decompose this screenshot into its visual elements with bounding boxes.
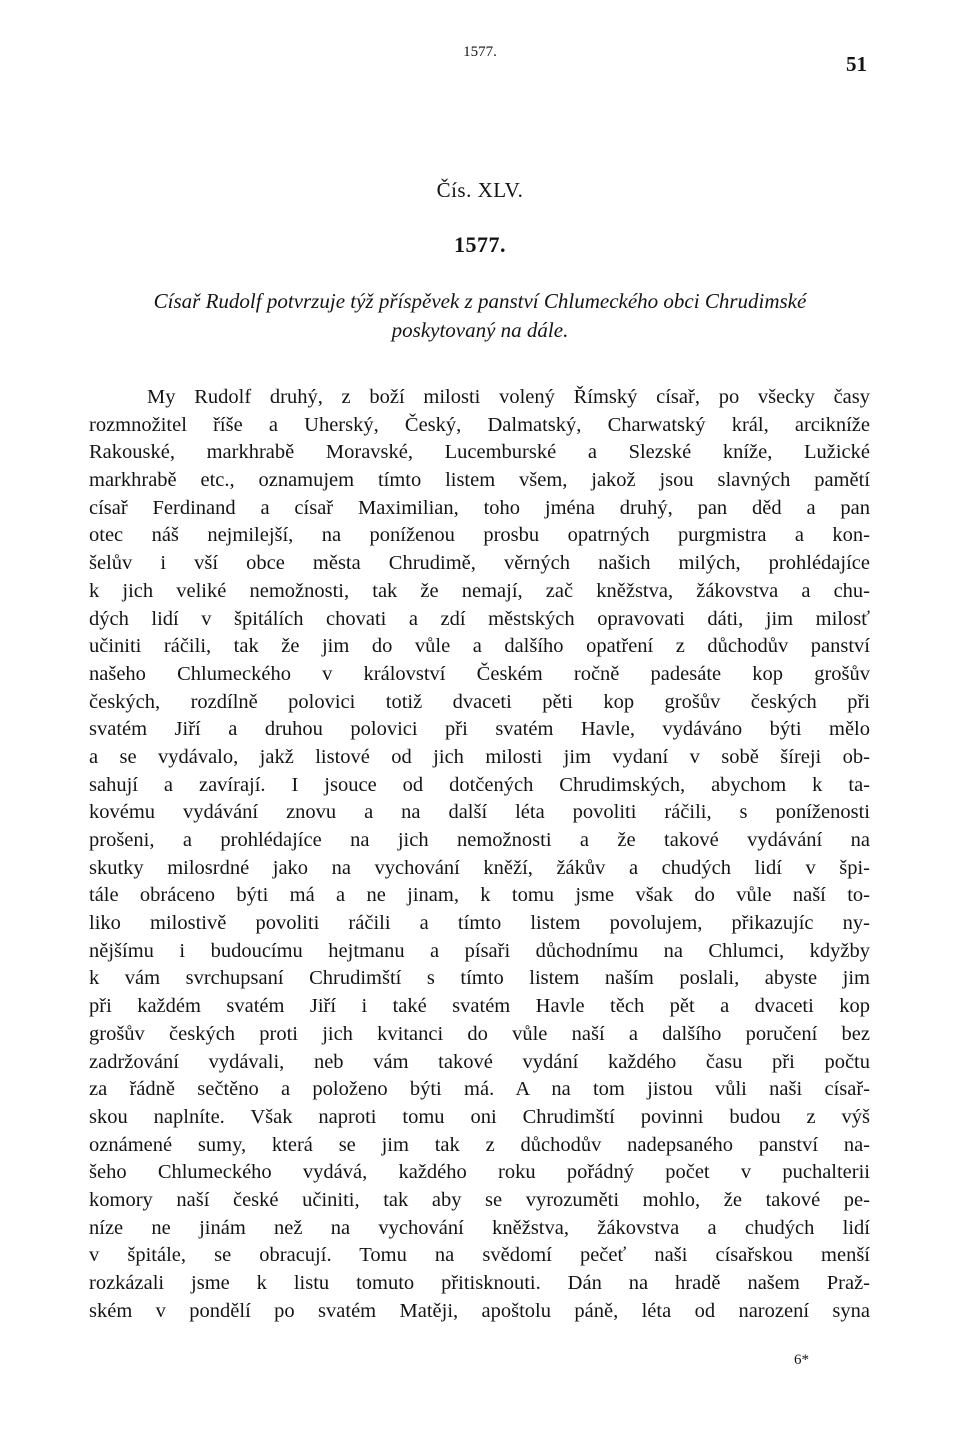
text-line: k jich veliké nemožnosti, tak že nemají, zač kněžstva, žákovstva a chu-: [89, 579, 870, 602]
signature-mark: 6*: [794, 1352, 809, 1368]
text-line: při každém svatém Jiří i také svatém Havle těch pět a dvaceti kop: [89, 995, 870, 1018]
text-line: rozmnožitel říše a Uherský, Český, Dalmatský, Charwatský král, arcikníže: [89, 413, 870, 436]
document-number: Čís. XLV.: [436, 178, 524, 202]
text-line: učiniti ráčili, tak že jim do vůle a dalšího opatření z důchodův panství: [89, 635, 870, 658]
text-line: níze ne jinám než na vychování kněžstva, žákovstva a chudých lidí: [89, 1216, 870, 1239]
text-line: kovému vydávání znovu a na další léta povoliti ráčili, s poníženosti: [89, 801, 870, 824]
text-line: prošeni, a prohlédajíce na jich nemožnosti a že takové vydávání na: [89, 829, 870, 851]
regest-line: Císař Rudolf potvrzuje týž příspěvek z panství Chlumeckého obci Chrudimské: [153, 289, 807, 313]
text-line: za řádně sečtěno a položeno býti má. A na tom jistou vůli naši císař-: [89, 1078, 870, 1101]
text-line: skutky milosrdné jako na vychování kněží, žákův a chudých lidí v špi-: [89, 856, 870, 879]
text-line: zadržování vydávali, neb vám takové vydání každého času při počtu: [89, 1050, 870, 1073]
text-line: šelův i vší obce města Chrudimě, věrných našich milých, prohlédajíce: [89, 552, 870, 575]
text-line: k vám svrchupsaní Chrudimští s tímto listem naším poslali, abyste jim: [89, 967, 870, 990]
regest-line: poskytovaný na dále.: [391, 318, 569, 342]
text-line: císař Ferdinand a císař Maximilian, toho jména druhý, pan děd a pan: [89, 496, 870, 519]
text-line: My Rudolf druhý, z boží milosti volený Římský císař, po všecky časy: [147, 386, 870, 408]
text-line: liko milostivě povoliti ráčili a tímto listem povolujem, přikazujíc ny-: [89, 912, 870, 935]
running-year: 1577.: [463, 44, 497, 60]
text-line: našeho Chlumeckého v království Českém ročně padesáte kop grošův: [89, 662, 870, 685]
text-line: oznámené sumy, která se jim tak z důchodův nadepsaného panství na-: [89, 1133, 870, 1156]
text-line: sahují a zavírají. I jsouce od dotčených Chrudimských, abychom k ta-: [89, 773, 870, 796]
text-line: otec náš nejmilejší, na poníženou prosbu opatrných purgmistra a kon-: [89, 524, 870, 547]
text-line: a se vydávalo, jakž listové od jich milosti jim vydaní v sobě šíreji ob-: [89, 745, 870, 768]
page-number: 51: [846, 52, 867, 76]
text-line: rozkázali jsme k listu tomuto přitisknouti. Dán na hradě našem Praž-: [89, 1272, 870, 1294]
text-line: komory naší české učiniti, tak aby se vyrozuměti mohlo, že takové pe-: [89, 1188, 870, 1211]
text-line: grošův českých proti jich kvitanci do vůle naší a dalšího poručení bez: [89, 1022, 870, 1045]
document-year: 1577.: [454, 232, 506, 257]
text-line: Rakouské, markhrabě Moravské, Lucemburské a Slezské kníže, Lužické: [89, 441, 870, 464]
document-body: [89, 384, 870, 1325]
text-line: nějšímu i budoucímu hejtmanu a písaři důchodnímu na Chlumci, kdyžby: [89, 939, 870, 962]
text-line: dých lidí v špitálích chovati a zdí městských opravovati dáti, jim milosť: [89, 607, 870, 630]
text-line: tále obráceno býti má a ne jinam, k tomu jsme však do vůle naší to-: [89, 884, 870, 907]
text-line: svatém Jiří a druhou polovici při svatém Havle, vydáváno býti mělo: [89, 718, 870, 741]
text-line: skou naplníte. Však naproti tomu oni Chrudimští povinni budou z výš: [89, 1105, 870, 1128]
text-line: ském v pondělí po svatém Matěji, apoštolu páně, léta od narození syna: [89, 1299, 870, 1322]
text-line: českých, rozdílně polovici totiž dvaceti pěti kop grošův českých při: [89, 690, 870, 713]
text-line: markhrabě etc., oznamujem tímto listem všem, jakož jsou slavných pamětí: [89, 469, 870, 492]
text-line: šeho Chlumeckého vydává, každého roku pořádný počet v puchalterii: [89, 1161, 870, 1184]
text-line: v špitále, se obracují. Tomu na svědomí pečeť naši císařskou menší: [89, 1244, 870, 1267]
